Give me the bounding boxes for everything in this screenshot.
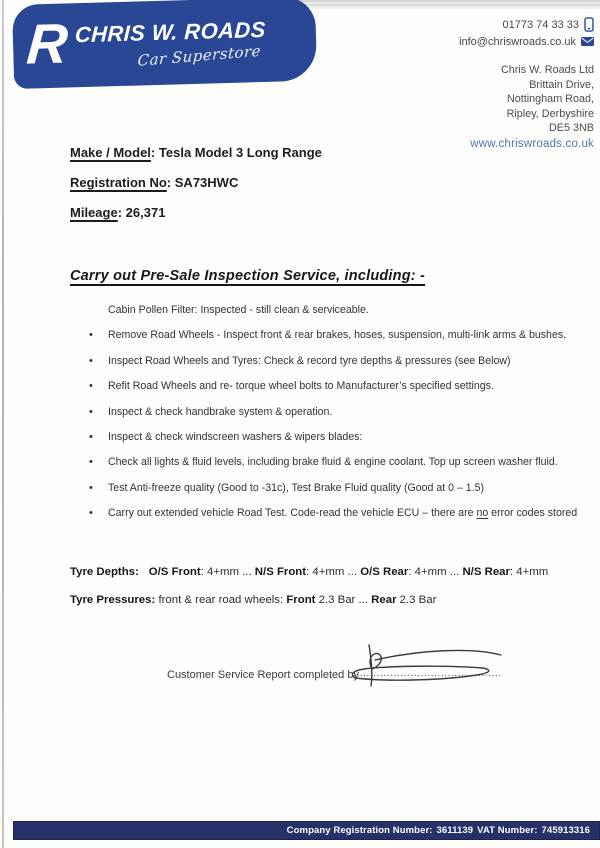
make-model-row — [70, 145, 322, 161]
address-line: Chris W. Roads Ltd — [500, 64, 594, 76]
company-address — [501, 63, 594, 136]
vehicle-details — [70, 145, 322, 235]
envelope-icon — [581, 37, 594, 46]
pressures-intro: front & rear road wheels: — [155, 594, 287, 606]
ecu-suffix: error codes stored — [488, 507, 578, 520]
contact-block — [459, 16, 594, 50]
depth-name: N/S Rear — [462, 566, 510, 578]
footer-bar — [13, 821, 600, 840]
depth-value: : 4+mm — [200, 566, 239, 578]
mobile-phone-icon — [584, 17, 594, 32]
ecu-prefix: Carry out extended vehicle Road Test. Code-read the vehicle ECU – there are — [108, 507, 477, 520]
registration-row — [70, 175, 322, 191]
tyre-readings — [70, 566, 548, 622]
address-line: Ripley, Derbyshire — [506, 107, 594, 120]
company-reg-number: 3611139 — [436, 825, 474, 836]
handwritten-signature — [349, 641, 511, 689]
brand-name: CHRIS W. ROADS — [74, 16, 267, 48]
company-reg-label: Company Registration Number: — [286, 825, 433, 836]
separator: ... — [344, 566, 361, 578]
vat-label: VAT Number: — [477, 825, 538, 836]
email-row — [459, 33, 594, 50]
signature-caption: Customer Service Report completed by — [167, 669, 359, 681]
depth-name: O/S Front — [148, 566, 201, 578]
mileage-row — [70, 205, 322, 221]
address-line: Brittain Drive, — [529, 78, 594, 91]
pressure-name: Front — [286, 594, 316, 606]
page-left-edge-shadow — [2, 0, 4, 848]
tyre-depths-line — [70, 566, 548, 579]
depth-name: O/S Rear — [360, 566, 409, 578]
make-model-label: Make / Model — [70, 145, 151, 160]
email-address: info@chriswroads.co.uk — [459, 35, 576, 48]
brand-tagline: Car Superstore — [136, 41, 262, 70]
separator: ... — [446, 566, 463, 578]
address-line: Nottingham Road, — [506, 93, 594, 105]
list-item: • Inspect & check handbrake system & operation. — [89, 407, 594, 418]
colon: : — [166, 175, 172, 190]
tyre-depths-label: Tyre Depths: — [70, 566, 139, 578]
depth-name: N/S Front — [254, 566, 307, 578]
list-item: • Inspect & check windscreen washers & wipers blades: — [89, 432, 594, 443]
scanner-edge-strip — [298, 0, 600, 9]
list-item: • Refit Road Wheels and re- torque wheel bolts to Manufacturer’s specified settings. — [89, 381, 594, 392]
list-item-ecu — [89, 508, 594, 519]
list-item-intro: Cabin Pollen Filter: Inspected - still clean & serviceable. — [108, 304, 369, 316]
list-item: • Test Anti-freeze quality (Good to -31c), Test Brake Fluid quality (Good at 0 – 1.5) — [89, 483, 594, 494]
vat-number: 745913316 — [541, 825, 590, 836]
depth-value: : 4+mm — [509, 566, 549, 578]
registration-value: SA73HWC — [174, 175, 239, 190]
pressure-name: Rear — [371, 594, 397, 606]
mileage-value: 26,371 — [125, 205, 166, 220]
list-item: • Inspect Road Wheels and Tyres: Check & record tyre depths & pressures (see Below) — [89, 356, 594, 367]
pressure-value: 2.3 Bar — [315, 594, 356, 606]
pressure-value: 2.3 Bar — [396, 594, 437, 606]
brand-logo-r-icon: R — [24, 11, 71, 76]
colon: : — [117, 205, 123, 220]
separator: ... — [355, 594, 372, 606]
registration-label: Registration No — [70, 175, 167, 190]
list-item: • Check all lights & fluid levels, including brake fluid & engine coolant. Top up screen washer fluid. — [89, 457, 594, 468]
separator: ... — [238, 566, 255, 578]
tyre-pressures-label: Tyre Pressures: — [70, 594, 156, 606]
signature-dotted-line: ............................................ — [353, 668, 502, 679]
brand-banner — [12, 0, 317, 89]
ecu-emphasis: no — [476, 507, 489, 520]
depth-value: : 4+mm — [306, 566, 345, 578]
mileage-label: Mileage — [70, 205, 118, 220]
inspection-heading: Carry out Pre-Sale Inspection Service, including: - — [70, 268, 426, 284]
address-line: DE5 3NB — [548, 122, 594, 134]
colon: : — [150, 145, 156, 160]
phone-number: 01773 74 33 33 — [502, 18, 579, 31]
inspection-list — [89, 305, 594, 534]
phone-row — [459, 16, 594, 33]
brand-text-block — [75, 17, 267, 68]
tyre-pressures-line — [70, 594, 548, 607]
company-website: www.chriswroads.co.uk — [470, 138, 594, 150]
depth-value: : 4+mm — [408, 566, 447, 578]
list-item: • Remove Road Wheels - Inspect front & rear brakes, hoses, suspension, multi-link arms & bushes. — [89, 330, 594, 341]
make-model-value: Tesla Model 3 Long Range — [158, 145, 322, 160]
